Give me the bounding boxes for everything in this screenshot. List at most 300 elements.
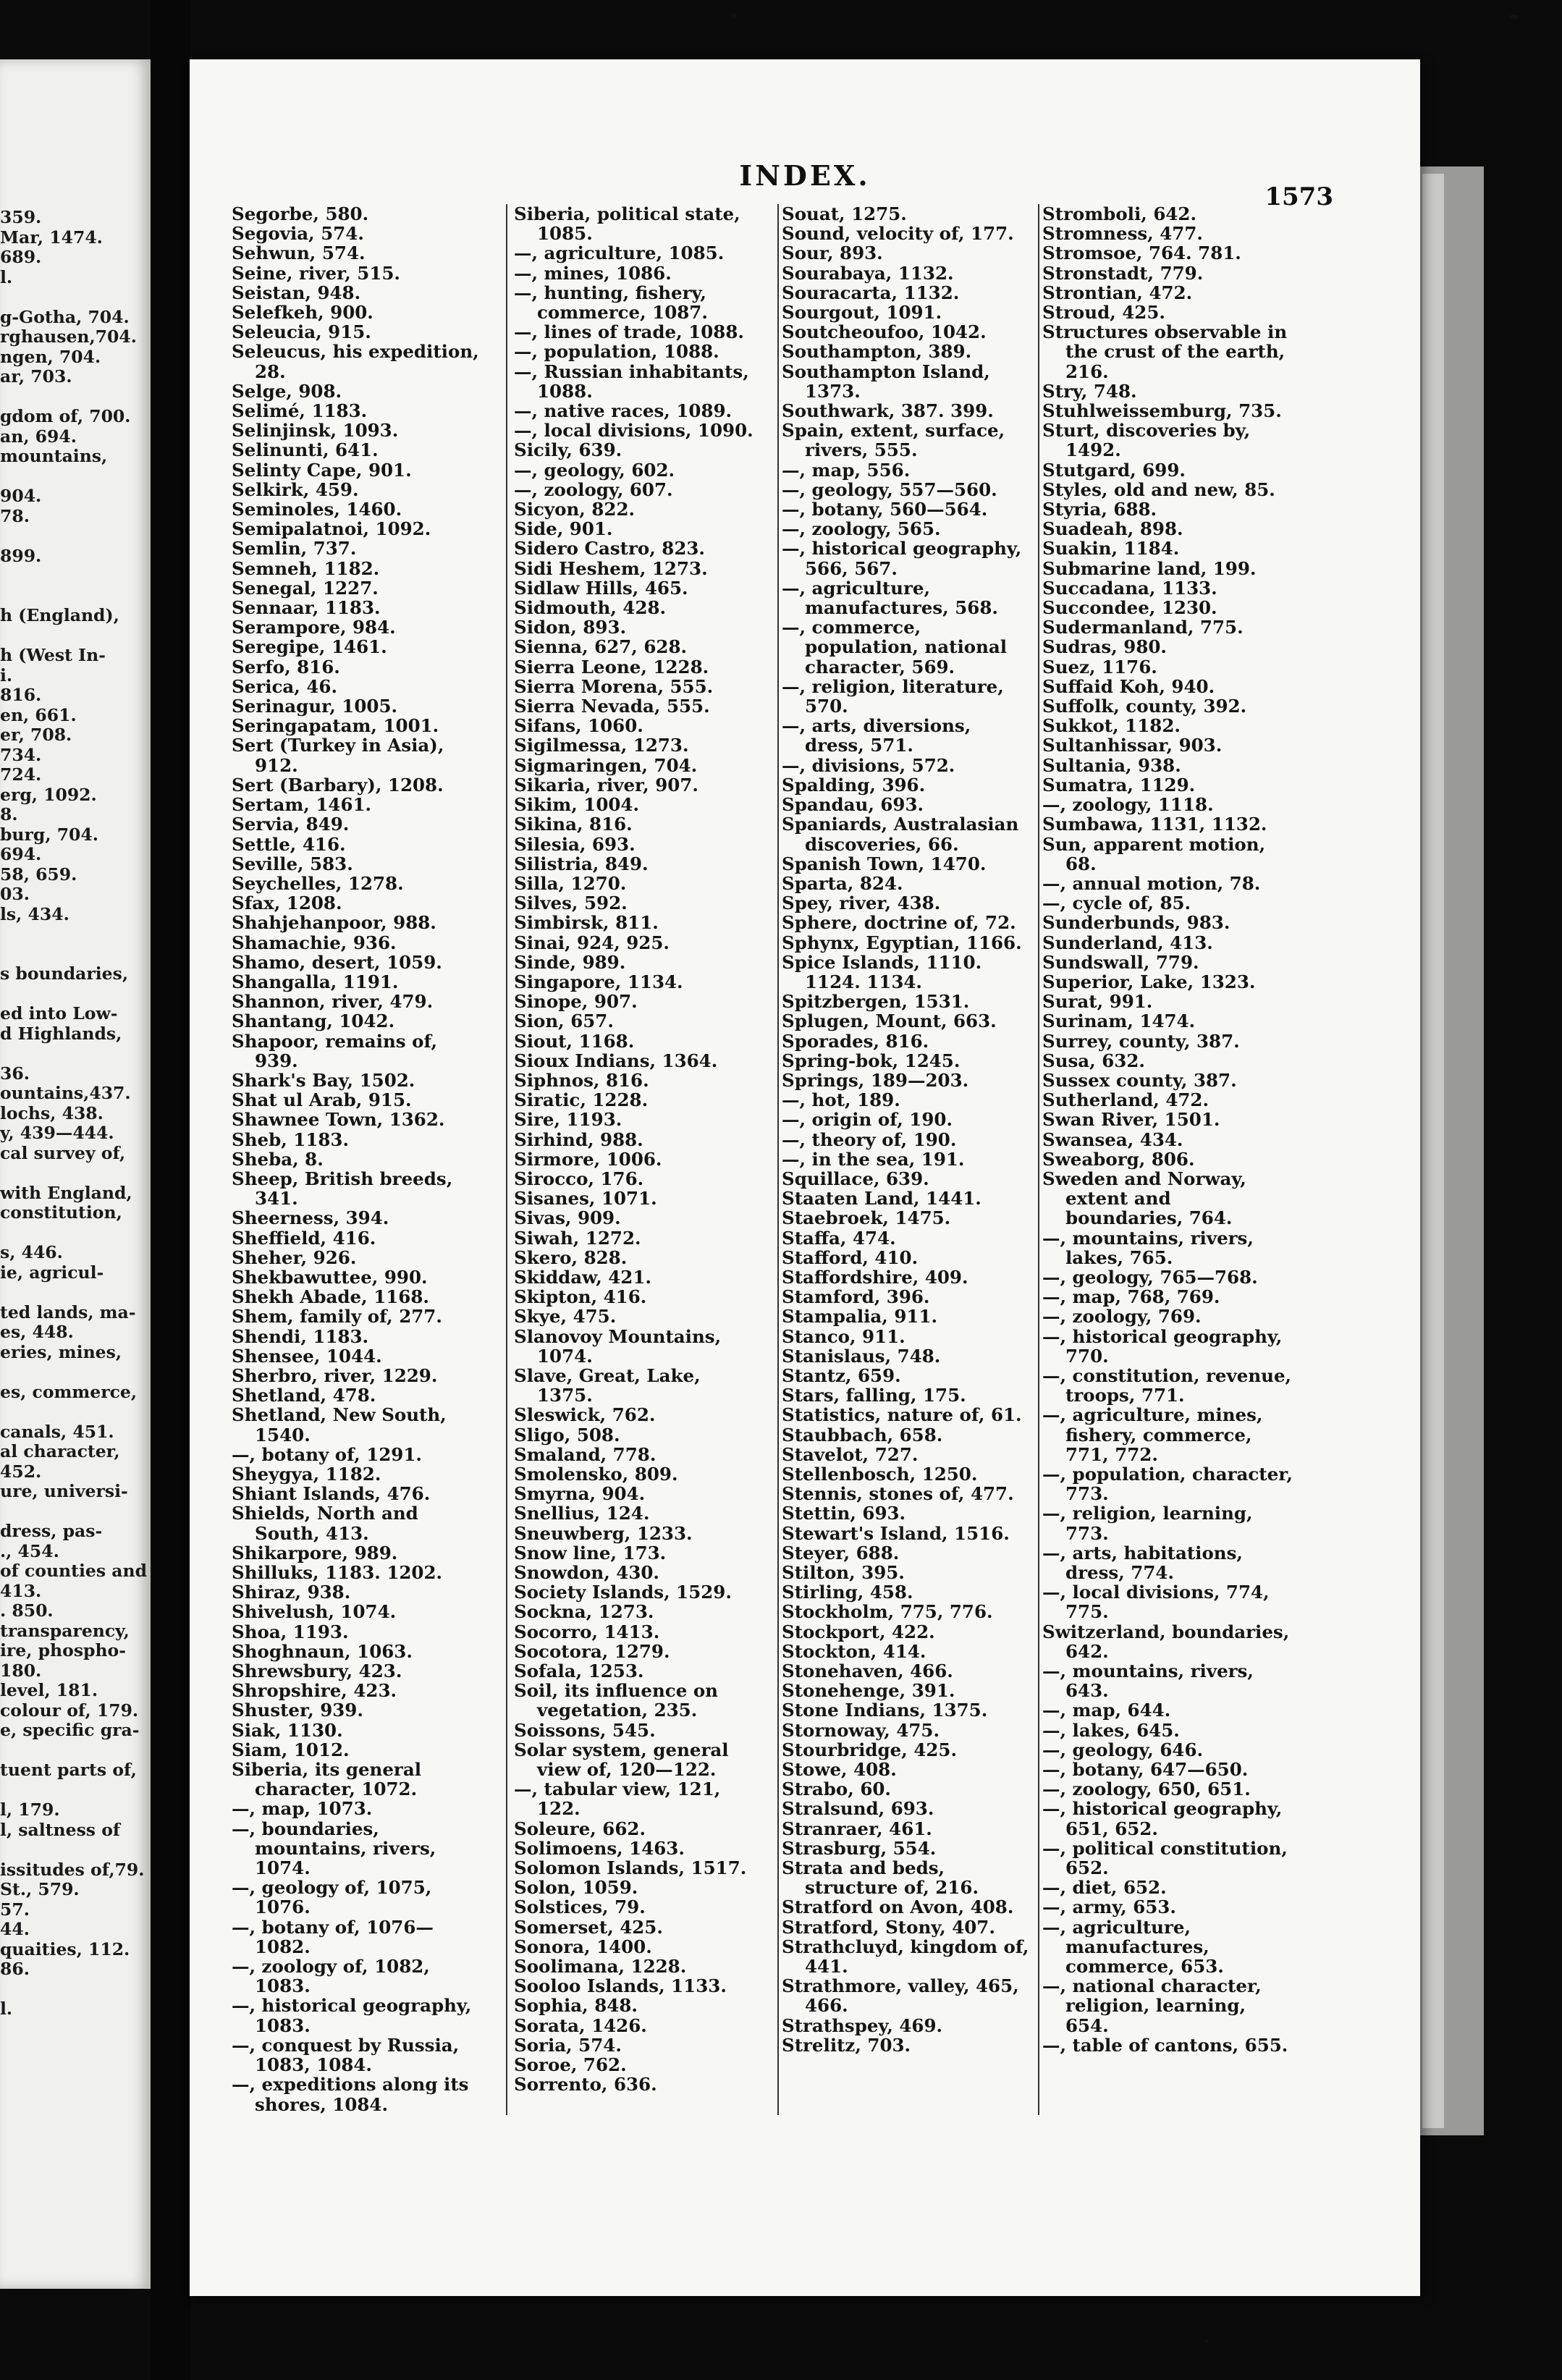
index-entry: Seychelles, 1278.: [232, 872, 404, 894]
index-entry: Spalding, 396.: [782, 774, 926, 796]
index-entry: Stamford, 396.: [782, 1286, 930, 1308]
facing-page-line: en, 661.: [0, 704, 77, 725]
index-column-2: [514, 204, 760, 2095]
index-entry: Suffolk, county, 392.: [1042, 696, 1247, 717]
facing-page-line: 03.: [0, 884, 30, 904]
index-entry: —, expeditions along its shores, 1084.: [232, 2074, 469, 2115]
index-entry: Seine, river, 515.: [232, 262, 400, 284]
index-entry: —, map, 1073.: [232, 1798, 373, 1820]
index-entry: Siratic, 1228.: [514, 1089, 649, 1111]
index-entry: Styles, old and new, 85.: [1042, 478, 1275, 500]
facing-page-line: erg, 1092.: [0, 784, 97, 805]
index-entry: Stantz, 659.: [782, 1364, 901, 1386]
index-entry: Stourbridge, 425.: [782, 1739, 957, 1760]
facing-page-line: [0, 1362, 151, 1383]
index-entry: Switzerland, boundaries, 642.: [1042, 1621, 1290, 1662]
column-rule: [506, 204, 507, 2115]
index-entry: Staffa, 474.: [782, 1227, 896, 1249]
index-entry: Spey, river, 438.: [782, 892, 941, 914]
index-entry: Stilton, 395.: [782, 1562, 905, 1584]
index-entry: Spice Islands, 1110. 1124. 1134.: [782, 951, 982, 992]
index-entry: —, army, 653.: [1042, 1896, 1176, 1918]
index-entry: Soil, its influence on vegetation, 235.: [514, 1680, 718, 1721]
index-entry: Sumatra, 1129.: [1042, 774, 1196, 796]
index-entry: Surrey, county, 387.: [1042, 1030, 1240, 1052]
index-entry: Stockport, 422.: [782, 1621, 935, 1642]
facing-page-line: [0, 626, 151, 646]
index-entry: Serampore, 984.: [232, 617, 396, 638]
index-entry: Strasburg, 554.: [782, 1837, 937, 1859]
facing-page-line: with England,: [0, 1182, 132, 1203]
binding-gutter: [151, 0, 191, 2380]
facing-page-line: [0, 1840, 151, 1860]
index-entry: Staebroek, 1475.: [782, 1207, 951, 1229]
index-entry: —, agriculture, mines, fishery, commerce, 771, 772.: [1042, 1404, 1263, 1465]
index-entry: Solomon Islands, 1517.: [514, 1857, 747, 1879]
index-entry: Shangalla, 1191.: [232, 971, 399, 992]
facing-page-line: tuent parts of,: [0, 1760, 137, 1780]
facing-page-line: l.: [0, 266, 13, 287]
index-entry: Silistria, 849.: [514, 853, 649, 874]
facing-page-line: Mar, 1474.: [0, 227, 103, 248]
facing-page-line: St., 579.: [0, 1879, 80, 1899]
index-entry: —, political constitution, 652.: [1042, 1837, 1288, 1879]
facing-page-line: [0, 1223, 151, 1244]
facing-page-line: . 850.: [0, 1600, 54, 1621]
index-entry: —, diet, 652.: [1042, 1877, 1167, 1899]
index-entry: Sleswick, 762.: [514, 1404, 656, 1426]
index-entry: Shannon, river, 479.: [232, 991, 434, 1013]
facing-page-line: al character,: [0, 1441, 120, 1461]
index-entry: Sirocco, 176.: [514, 1168, 644, 1189]
index-entry: Silves, 592.: [514, 892, 628, 914]
index-entry: Stewart's Island, 1516.: [782, 1522, 1010, 1544]
facing-page-line: [0, 1781, 151, 1801]
facing-page-line: [0, 1163, 151, 1183]
facing-page-line: [0, 287, 151, 308]
index-entry: Sirhind, 988.: [514, 1128, 643, 1150]
index-entry: Spaniards, Australasian discoveries, 66.: [782, 814, 1019, 855]
index-entry: Strabo, 60.: [782, 1778, 891, 1800]
index-entry: Sierra Morena, 555.: [514, 675, 714, 697]
index-entry: Selinunti, 641.: [232, 439, 379, 461]
index-entry: Sockna, 1273.: [514, 1601, 654, 1623]
index-entry: Sheher, 926.: [232, 1246, 357, 1268]
index-entry: Solar system, general view of, 120—122.: [514, 1739, 729, 1781]
page-number: 1573: [1265, 182, 1333, 211]
index-entry: Sfax, 1208.: [232, 892, 342, 914]
index-entry: —, geology, 646.: [1042, 1739, 1204, 1760]
index-entry: Side, 901.: [514, 518, 613, 540]
facing-page-line: transparency,: [0, 1620, 130, 1641]
index-entry: Southwark, 387. 399.: [782, 400, 994, 422]
index-entry: Siberia, political state, 1085.: [514, 203, 740, 245]
facing-page-line: s boundaries,: [0, 963, 129, 984]
index-entry: —, tabular view, 121, 122.: [514, 1778, 721, 1820]
index-entry: Sneuwberg, 1233.: [514, 1522, 693, 1544]
column-rule: [777, 204, 779, 2115]
index-entry: Soleure, 662.: [514, 1818, 646, 1839]
index-entry: —, geology, 557—560.: [782, 478, 997, 500]
index-entry: Socotora, 1279.: [514, 1640, 670, 1662]
facing-page-line: [0, 1283, 151, 1303]
index-entry: Sisanes, 1071.: [514, 1188, 657, 1210]
index-entry: Sumbawa, 1131, 1132.: [1042, 814, 1267, 835]
index-entry: Sienna, 627, 628.: [514, 636, 688, 658]
index-page: [190, 59, 1420, 2296]
index-entry: Sour, 893.: [782, 242, 883, 264]
index-entry: Sophia, 848.: [514, 1995, 638, 2017]
index-entry: Sinope, 907.: [514, 991, 638, 1013]
facing-page-line: ., 454.: [0, 1540, 59, 1561]
index-entry: —, commerce, population, national character, 569.: [782, 617, 1008, 678]
facing-page-line: 58, 659.: [0, 864, 77, 885]
index-entry: Sigilmessa, 1273.: [514, 735, 689, 756]
index-entry: Sicyon, 822.: [514, 499, 636, 520]
index-entry: Sicily, 639.: [514, 439, 622, 461]
index-entry: Stavelot, 727.: [782, 1443, 919, 1465]
index-entry: —, religion, literature, 570.: [782, 675, 1004, 717]
index-entry: Souat, 1275.: [782, 203, 907, 224]
index-entry: —, arts, diversions, dress, 571.: [782, 715, 971, 756]
index-entry: —, agriculture, 1085.: [514, 242, 725, 264]
index-entry: Souracarta, 1132.: [782, 282, 960, 303]
index-entry: Suadeah, 898.: [1042, 518, 1183, 540]
index-entry: —, origin of, 190.: [782, 1109, 953, 1131]
index-entry: Sidero Castro, 823.: [514, 538, 705, 560]
index-entry: Suakin, 1184.: [1042, 538, 1180, 560]
index-entry: Snow line, 173.: [514, 1542, 667, 1564]
index-entry: Silla, 1270.: [514, 872, 627, 894]
facing-page-line: 8.: [0, 804, 18, 824]
index-entry: Stanco, 911.: [782, 1325, 905, 1347]
index-entry: Soroe, 762.: [514, 2054, 627, 2076]
facing-page-line: er, 708.: [0, 725, 72, 745]
index-entry: Shropshire, 423.: [232, 1680, 397, 1702]
index-entry: Shark's Bay, 1502.: [232, 1069, 415, 1091]
index-entry: Sert (Turkey in Asia), 912.: [232, 735, 444, 776]
index-entry: Silesia, 693.: [514, 833, 636, 855]
index-entry: Sinai, 924, 925.: [514, 932, 670, 953]
index-entry: Stranraer, 461.: [782, 1818, 932, 1839]
facing-page-line: canals, 451.: [0, 1421, 114, 1442]
facing-page-line: ngen, 704.: [0, 346, 101, 367]
index-entry: Sion, 657.: [514, 1010, 614, 1032]
index-entry: Shrewsbury, 423.: [232, 1660, 402, 1682]
index-entry: Stone Indians, 1375.: [782, 1700, 988, 1721]
index-entry: Stutgard, 699.: [1042, 459, 1186, 481]
index-entry: Sheep, British breeds, 341.: [232, 1168, 453, 1210]
index-entry: Sert (Barbary), 1208.: [232, 774, 444, 796]
index-entry: Sporades, 816.: [782, 1030, 929, 1052]
index-entry: Society Islands, 1529.: [514, 1582, 732, 1603]
index-entry: Stry, 748.: [1042, 380, 1137, 402]
index-entry: Sertam, 1461.: [232, 794, 372, 816]
index-entry: Strata and beds, structure of, 216.: [782, 1857, 979, 1899]
index-entry: Sweaborg, 806.: [1042, 1148, 1195, 1170]
facing-page-line: d Highlands,: [0, 1023, 122, 1044]
index-entry: Shiant Islands, 476.: [232, 1483, 431, 1505]
index-entry: —, local divisions, 1090.: [514, 420, 753, 442]
index-entry: Slave, Great, Lake, 1375.: [514, 1364, 701, 1406]
index-entry: Sidmouth, 428.: [514, 597, 667, 619]
index-entry: —, zoology, 565.: [782, 518, 941, 540]
index-entry: Submarine land, 199.: [1042, 557, 1257, 579]
index-entry: Solon, 1059.: [514, 1877, 638, 1899]
index-entry: Shantang, 1042.: [232, 1010, 395, 1032]
facing-page-line: issitudes of,79.: [0, 1859, 145, 1880]
index-entry: Socorro, 1413.: [514, 1621, 660, 1642]
facing-page-fragment: [0, 59, 151, 2289]
index-entry: Suffaid Koh, 940.: [1042, 675, 1215, 697]
index-entry: Seregipe, 1461.: [232, 636, 387, 658]
index-entry: —, lines of trade, 1088.: [514, 321, 744, 343]
facing-page-line: es, commerce,: [0, 1381, 138, 1402]
facing-page-line: y, 439—444.: [0, 1123, 114, 1143]
index-entry: Steyer, 688.: [782, 1542, 900, 1564]
index-entry: —, zoology of, 1082, 1083.: [232, 1956, 430, 1997]
index-entry: Sourgout, 1091.: [782, 302, 942, 324]
index-entry: —, religion, learning, 773.: [1042, 1503, 1253, 1544]
index-entry: Stromsoe, 764. 781.: [1042, 242, 1241, 264]
index-entry: Serinagur, 1005.: [232, 696, 398, 717]
facing-page-line: rghausen,704.: [0, 326, 137, 347]
index-entry: Staubbach, 658.: [782, 1424, 943, 1446]
index-entry: Sundswall, 779.: [1042, 951, 1199, 973]
index-entry: —, agriculture, manufactures, 568.: [782, 577, 998, 619]
index-entry: Sinde, 989.: [514, 951, 626, 973]
index-entry: —, boundaries, mountains, rivers, 1074.: [232, 1818, 436, 1879]
index-entry: Seleucia, 915.: [232, 321, 371, 343]
index-entry: Succondee, 1230.: [1042, 597, 1217, 619]
index-entry: Shahjehanpoor, 988.: [232, 912, 436, 934]
index-entry: Sherbro, river, 1229.: [232, 1364, 438, 1386]
index-entry: Siwah, 1272.: [514, 1227, 641, 1249]
index-entry: Shekh Abade, 1168.: [232, 1286, 429, 1308]
index-entry: —, mountains, rivers, lakes, 765.: [1042, 1227, 1254, 1268]
facing-page-line: g-Gotha, 704.: [0, 306, 130, 327]
index-entry: Snowdon, 430.: [514, 1562, 659, 1584]
index-entry: Sunderbunds, 983.: [1042, 912, 1230, 934]
index-entry: Shamo, desert, 1059.: [232, 951, 442, 973]
index-entry: Soutcheoufoo, 1042.: [782, 321, 987, 343]
index-entry: Stettin, 693.: [782, 1503, 906, 1524]
index-entry: Selge, 908.: [232, 380, 342, 402]
index-entry: Soria, 574.: [514, 2034, 622, 2056]
facing-page-line: [0, 1502, 151, 1522]
facing-page-line: [0, 984, 151, 1005]
index-entry: —, Russian inhabitants, 1088.: [514, 360, 749, 402]
index-entry: —, historical geography, 770.: [1042, 1325, 1283, 1367]
index-entry: Seminoles, 1460.: [232, 499, 402, 520]
index-entry: Sierra Leone, 1228.: [514, 656, 709, 678]
index-entry: Selimé, 1183.: [232, 400, 368, 422]
index-entry: Shamachie, 936.: [232, 932, 397, 953]
index-entry: Sudermanland, 775.: [1042, 617, 1244, 638]
index-entry: Smyrna, 904.: [514, 1483, 646, 1505]
facing-page-line: 78.: [0, 505, 30, 526]
facing-page-line: eries, mines,: [0, 1341, 122, 1362]
index-entry: Solimoens, 1463.: [514, 1837, 685, 1859]
dust-speck: [1509, 14, 1519, 19]
index-entry: —, national character, religion, learning, 654.: [1042, 1975, 1262, 2036]
facing-page-line: 452.: [0, 1461, 42, 1482]
index-entry: —, historical geography, 1083.: [232, 1995, 472, 2036]
index-entry: Styria, 688.: [1042, 499, 1157, 520]
index-entry: Sidon, 893.: [514, 617, 627, 638]
facing-page-line: gdom of, 700.: [0, 406, 131, 426]
index-entry: Shetland, New South, 1540.: [232, 1404, 447, 1446]
index-entry: —, in the sea, 191.: [782, 1148, 965, 1170]
index-entry: Selinjinsk, 1093.: [232, 420, 399, 442]
index-entry: Suez, 1176.: [1042, 656, 1157, 678]
index-entry: —, historical geography, 566, 567.: [782, 538, 1022, 579]
index-entry: Seistan, 948.: [232, 282, 361, 303]
index-entry: Sudras, 980.: [1042, 636, 1167, 658]
index-entry: Simbirsk, 811.: [514, 912, 659, 934]
facing-page-line: 899.: [0, 545, 42, 566]
index-entry: —, geology of, 1075, 1076.: [232, 1877, 432, 1918]
index-entry: Sonora, 1400.: [514, 1936, 652, 1957]
index-entry: Stromness, 477.: [1042, 223, 1203, 245]
index-entry: Spanish Town, 1470.: [782, 853, 987, 874]
index-entry: Stratford, Stony, 407.: [782, 1916, 995, 1938]
index-entry: —, divisions, 572.: [782, 754, 955, 776]
index-entry: Sofala, 1253.: [514, 1660, 644, 1682]
facing-page-line: mountains,: [0, 446, 108, 466]
facing-page-line: [0, 387, 151, 408]
index-entry: Spain, extent, surface, rivers, 555.: [782, 420, 1005, 461]
index-entry: Splugen, Mount, 663.: [782, 1010, 997, 1032]
index-entry: Siphnos, 816.: [514, 1069, 649, 1091]
index-entry: Sire, 1193.: [514, 1109, 622, 1131]
index-entry: —, population, character, 773.: [1042, 1464, 1293, 1505]
index-entry: —, theory of, 190.: [782, 1128, 957, 1150]
index-entry: —, population, 1088.: [514, 341, 719, 363]
facing-page-line: [0, 526, 151, 547]
index-entry: Soolimana, 1228.: [514, 1956, 687, 1978]
index-entry: Shuster, 939.: [232, 1700, 363, 1721]
index-entry: Siberia, its general character, 1072.: [232, 1759, 422, 1800]
index-entry: —, agriculture, manufactures, commerce, 653.: [1042, 1916, 1224, 1978]
index-entry: Shat ul Arab, 915.: [232, 1089, 412, 1111]
index-entry: —, geology, 765—768.: [1042, 1266, 1258, 1288]
index-entry: Soissons, 545.: [514, 1719, 656, 1741]
dust-speck: [1205, 2339, 1209, 2343]
facing-page-line: h (England),: [0, 605, 119, 625]
index-entry: Sheba, 8.: [232, 1148, 324, 1170]
index-entry: —, local divisions, 774, 775.: [1042, 1582, 1270, 1623]
index-entry: Skero, 828.: [514, 1246, 628, 1268]
index-entry: —, botany of, 1076—1082.: [232, 1916, 434, 1957]
facing-page-line: quaities, 112.: [0, 1938, 130, 1959]
index-entry: Selinty Cape, 901.: [232, 459, 412, 481]
index-entry: —, constitution, revenue, troops, 771.: [1042, 1364, 1292, 1406]
index-entry: Swansea, 434.: [1042, 1128, 1183, 1150]
index-entry: Sturt, discoveries by, 1492.: [1042, 420, 1251, 461]
facing-page-line: [0, 1741, 151, 1761]
facing-page-line: 904.: [0, 486, 42, 506]
index-entry: Strelitz, 703.: [782, 2034, 911, 2056]
facing-page-line: es, 448.: [0, 1322, 74, 1342]
index-entry: Stornoway, 475.: [782, 1719, 940, 1741]
index-entry: Stennis, stones of, 477.: [782, 1483, 1014, 1505]
index-entry: Springs, 189—203.: [782, 1069, 969, 1091]
index-entry: Sweden and Norway, extent and boundaries, 764.: [1042, 1168, 1246, 1229]
index-entry: Sourabaya, 1132.: [782, 262, 954, 284]
facing-page-line: 180.: [0, 1660, 42, 1681]
index-entry: Stuhlweissemburg, 735.: [1042, 400, 1282, 422]
index-entry: Succadana, 1133.: [1042, 577, 1217, 599]
facing-page-line: [0, 924, 151, 945]
index-entry: Sultanhissar, 903.: [1042, 735, 1223, 756]
index-entry: Sphynx, Egyptian, 1166.: [782, 932, 1022, 953]
index-entry: Sidi Heshem, 1273.: [514, 557, 708, 579]
page-title: INDEX.: [739, 159, 871, 192]
page-edge-highlight: [1422, 174, 1444, 2128]
facing-page-line: l.: [0, 1999, 13, 2019]
facing-page-line: [0, 467, 151, 487]
index-entry: Strontian, 472.: [1042, 282, 1193, 303]
index-entry: Superior, Lake, 1323.: [1042, 971, 1256, 992]
facing-page-line: 734.: [0, 744, 42, 765]
index-entry: —, cycle of, 85.: [1042, 892, 1191, 914]
index-entry: Strathmore, valley, 465, 466.: [782, 1975, 1019, 2017]
facing-page-line: [0, 945, 151, 965]
index-entry: Siam, 1012.: [232, 1739, 350, 1760]
facing-page-line: 359.: [0, 207, 42, 227]
column-rule: [1038, 204, 1039, 2115]
index-entry: Seleucus, his expedition, 28.: [232, 341, 479, 382]
facing-page-line: ountains,437.: [0, 1083, 131, 1103]
index-entry: Stratford on Avon, 408.: [782, 1896, 1014, 1918]
index-entry: Segovia, 574.: [232, 223, 364, 245]
index-entry: Sioux Indians, 1364.: [514, 1050, 718, 1071]
index-entry: —, map, 768, 769.: [1042, 1286, 1220, 1308]
index-entry: —, zoology, 1118.: [1042, 794, 1214, 816]
index-entry: Semneh, 1182.: [232, 557, 380, 579]
index-entry: Sheygya, 1182.: [232, 1464, 381, 1485]
index-entry: Shoghnaun, 1063.: [232, 1640, 413, 1662]
facing-page-line: e, specific gra-: [0, 1720, 140, 1740]
facing-page-line: 86.: [0, 1959, 30, 1979]
index-entry: Stralsund, 693.: [782, 1798, 934, 1820]
index-entry: Skye, 475.: [514, 1306, 617, 1328]
facing-page-line: [0, 566, 151, 586]
index-entry: Spandau, 693.: [782, 794, 924, 816]
facing-page-line: [0, 586, 151, 607]
index-entry: Sutherland, 472.: [1042, 1089, 1209, 1111]
index-entry: Skipton, 416.: [514, 1286, 647, 1308]
index-entry: Sikaria, river, 907.: [514, 774, 698, 796]
index-entry: Sligo, 508.: [514, 1424, 620, 1446]
facing-page-line: l, 179.: [0, 1799, 60, 1820]
index-entry: Sivas, 909.: [514, 1207, 621, 1229]
index-entry: Smaland, 778.: [514, 1443, 657, 1465]
index-entry: Seville, 583.: [232, 853, 353, 874]
index-entry: Stanislaus, 748.: [782, 1345, 941, 1367]
index-entry: —, botany, 647—650.: [1042, 1759, 1249, 1781]
index-column-4: [1042, 204, 1294, 2055]
index-entry: Settle, 416.: [232, 833, 346, 855]
index-entry: Shiraz, 938.: [232, 1582, 351, 1603]
index-entry: —, map, 644.: [1042, 1700, 1171, 1721]
index-entry: —, zoology, 607.: [514, 478, 673, 500]
facing-page-line: cal survey of,: [0, 1142, 126, 1163]
facing-page-line: level, 181.: [0, 1680, 98, 1700]
facing-page-line: 36.: [0, 1063, 30, 1084]
facing-page-line: i.: [0, 664, 13, 685]
